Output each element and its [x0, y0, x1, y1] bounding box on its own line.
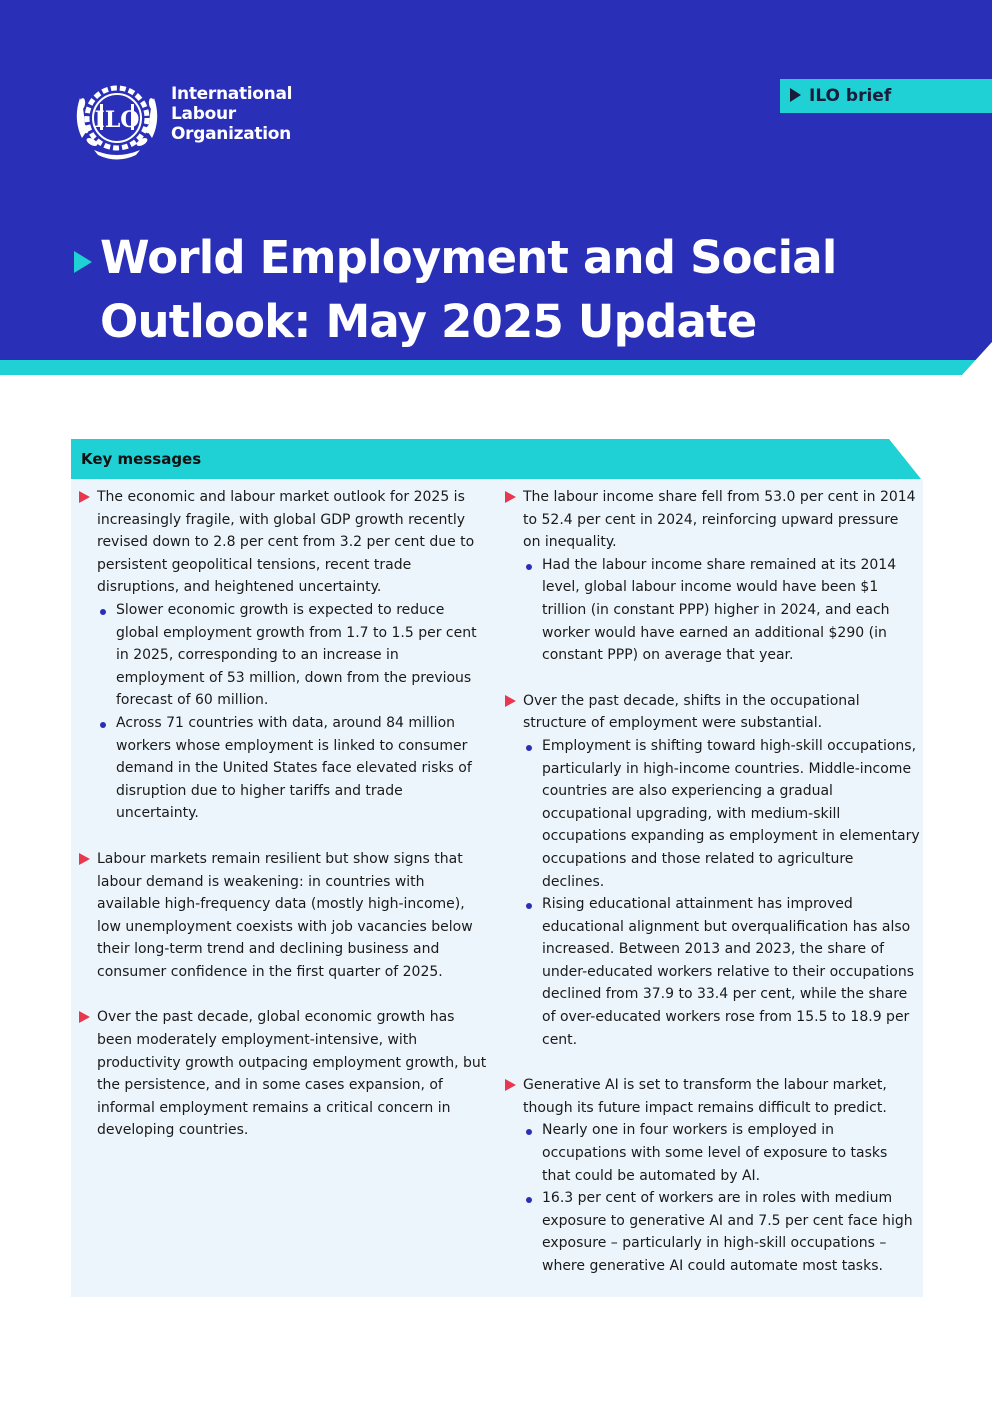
key-messages-heading: Key messages: [81, 450, 202, 468]
header-accent-strip: [0, 360, 992, 375]
sub-point-list: [523, 554, 920, 667]
sub-point-list: [97, 599, 488, 825]
sub-point: [523, 893, 920, 1051]
key-message-text: The labour income share fell from 53.0 per cent in 2014 to 52.4 per cent in 2024, reinforcing upward pressure on inequality.: [523, 489, 916, 551]
ilo-logo-icon: [72, 76, 162, 160]
bullet-dot-icon: [100, 722, 106, 728]
key-messages-left-column: [78, 486, 488, 1142]
title-line: Outlook: May 2025 Update: [100, 295, 757, 348]
org-name-line: International: [171, 84, 293, 104]
sub-point-text: Employment is shifting toward high-skill occupations, particularly in high-income countries. Middle-income countries are also experiencing a gradual occupational upgrading, with medium-skill occupations expanding as employment in elementary occupations and those related to agriculture declines.: [542, 737, 920, 890]
bullet-dot-icon: [526, 564, 532, 570]
key-message-text: Labour markets remain resilient but show signs that labour demand is weakening: in countries with available high-frequency data (mostly high-income), low unemployment coexists with job vacancies below their long-term trend and declining business and consumer confidence in the first quarter of 2025.: [97, 850, 473, 980]
key-message: [504, 690, 920, 1052]
key-message: [78, 1006, 488, 1142]
sub-point-text: 16.3 per cent of workers are in roles with medium exposure to generative AI and 7.5 per cent face high exposure – particularly in high-skill occupations – where generative AI could automate most tasks.: [542, 1190, 913, 1274]
key-message: [78, 486, 488, 825]
logo-text: ILO: [94, 107, 140, 133]
bullet-dot-icon: [526, 1129, 532, 1135]
sub-point: [523, 554, 920, 667]
sub-point-text: Rising educational attainment has improved educational alignment but overqualification has also increased. Between 2013 and 2023, the share of under-educated workers relative to their occupations declined from 37.9 to 33.4 per cent, while the share of over-educated workers rose from 15.5 to 18.9 per cent.: [542, 896, 914, 1048]
red-triangle-icon: [79, 1011, 90, 1023]
org-name-line: Organization: [171, 124, 291, 144]
key-message-text: The economic and labour market outlook for 2025 is increasingly fragile, with global GDP growth recently revised down to 2.8 per cent from 3.2 per cent due to persistent geopolitical tensions, recent trade disruptions, and heightened uncertainty.: [97, 489, 475, 596]
red-triangle-icon: [505, 491, 516, 503]
key-message-text: Over the past decade, global economic growth has been moderately employment-intensive, with productivity growth outpacing employment growth, but the persistence, and in some cases expansion, of informal employment remains a critical concern in developing countries.: [97, 1009, 487, 1139]
org-name-line: Labour: [171, 104, 236, 124]
brief-tag: [780, 79, 992, 113]
title-line: World Employment and Social: [100, 231, 837, 284]
red-triangle-icon: [505, 695, 516, 707]
red-triangle-icon: [505, 1079, 516, 1091]
bullet-dot-icon: [526, 745, 532, 751]
key-message: [78, 848, 488, 984]
play-triangle-icon: [790, 88, 801, 102]
key-message-text: Over the past decade, shifts in the occupational structure of employment were substantial.: [523, 692, 860, 732]
sub-point-text: Had the labour income share remained at its 2014 level, global labour income would have been $1 trillion (in constant PPP) higher in 2024, and each worker would have earned an additional $290 (in constant PPP) on average that year.: [542, 556, 897, 664]
sub-point: [523, 1187, 920, 1277]
title-triangle-icon: [74, 251, 92, 273]
red-triangle-icon: [79, 853, 90, 865]
sub-point-list: [523, 1119, 920, 1277]
sub-point: [97, 599, 488, 712]
sub-point: [97, 712, 488, 825]
bullet-dot-icon: [526, 903, 532, 909]
key-message-text: Generative AI is set to transform the labour market, though its future impact remains difficult to predict.: [523, 1077, 887, 1116]
organization-name: [171, 84, 292, 144]
sub-point-text: Across 71 countries with data, around 84 million workers whose employment is linked to consumer demand in the United States face elevated risks of disruption due to higher tariffs and trade uncertainty.: [116, 714, 472, 822]
sub-point: [523, 735, 920, 893]
bullet-dot-icon: [526, 1197, 532, 1203]
key-message: [504, 1074, 920, 1277]
key-messages-right-column: [504, 486, 920, 1278]
sub-point-list: [523, 735, 920, 1051]
sub-point: [523, 1119, 920, 1187]
sub-point-text: Nearly one in four workers is employed in occupations with some level of exposure to tasks that could be automated by AI.: [542, 1122, 888, 1184]
red-triangle-icon: [79, 491, 90, 503]
key-message: [504, 486, 920, 667]
page-title: [100, 226, 836, 354]
bullet-dot-icon: [100, 609, 106, 615]
sub-point-text: Slower economic growth is expected to reduce global employment growth from 1.7 to 1.5 per cent in 2025, corresponding to an increase in employment of 53 million, down from the previous forecast of 60 million.: [116, 601, 477, 709]
brief-tag-label: ILO brief: [809, 86, 892, 106]
